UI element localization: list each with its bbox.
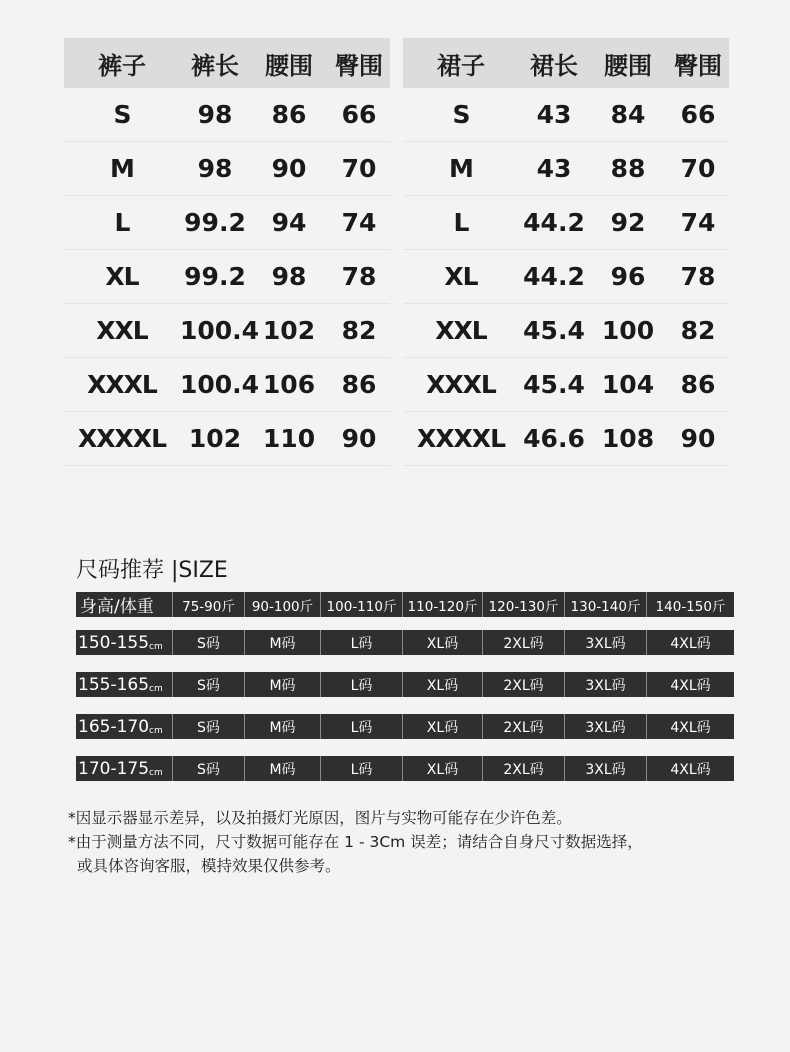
length-cell: 43 [536, 100, 572, 129]
waist-cell: 100 [601, 316, 655, 345]
size-cell: 4XL码 [646, 714, 734, 739]
size-recommendation-grid [76, 592, 734, 798]
waist-cell: 88 [610, 154, 646, 183]
table-row [64, 304, 390, 358]
note-line: 或具体咨询客服，模持效果仅供参考。 [77, 857, 341, 875]
size-cell: L [453, 208, 469, 237]
grid-header-cell: 90-100斤 [244, 592, 320, 617]
height-cell [76, 756, 172, 781]
skirt-table-header [403, 38, 729, 88]
length-cell: 44.2 [523, 208, 585, 237]
table-row [64, 250, 390, 304]
size-cell: XXXL [426, 370, 496, 399]
height-unit: cm [149, 683, 163, 694]
size-cell: 3XL码 [564, 630, 646, 655]
waist-cell: 102 [262, 316, 316, 345]
length-cell: 99.2 [184, 208, 246, 237]
hip-cell: 66 [341, 100, 377, 129]
length-cell: 98 [197, 154, 233, 183]
size-cell: 2XL码 [482, 756, 564, 781]
size-cell: XXXL [87, 370, 157, 399]
height-unit: cm [149, 767, 163, 778]
grid-header-cell: 75-90斤 [172, 592, 244, 617]
size-cell: 4XL码 [646, 756, 734, 781]
length-cell: 46.6 [523, 424, 585, 453]
length-cell: 43 [536, 154, 572, 183]
length-cell: 44.2 [523, 262, 585, 291]
hip-cell: 86 [341, 370, 377, 399]
size-cell: S码 [172, 756, 244, 781]
length-cell: 45.4 [523, 370, 585, 399]
waist-cell: 90 [271, 154, 307, 183]
skirt-size-table [403, 38, 729, 466]
waist-cell: 110 [262, 424, 316, 453]
size-cell: XL码 [402, 672, 482, 697]
size-cell: M [449, 154, 473, 183]
header-cell: 臀围 [674, 51, 722, 80]
table-row [64, 412, 390, 466]
grid-row [76, 630, 734, 655]
header-cell: 腰围 [265, 51, 313, 80]
height-range: 170-175 [78, 758, 150, 779]
hip-cell: 66 [680, 100, 716, 129]
size-cell: XXXXL [416, 424, 506, 453]
hip-cell: 90 [341, 424, 377, 453]
height-range: 165-170 [78, 716, 150, 737]
grid-row [76, 714, 734, 739]
size-recommendation-title: 尺码推荐 |SIZE [76, 558, 228, 583]
grid-header-cell: 140-150斤 [646, 592, 734, 617]
size-cell: 4XL码 [646, 672, 734, 697]
hip-cell: 82 [341, 316, 377, 345]
table-row [403, 358, 729, 412]
grid-header-cell: 110-120斤 [402, 592, 482, 617]
table-row [403, 304, 729, 358]
header-cell: 裤长 [191, 51, 239, 80]
hip-cell: 78 [680, 262, 716, 291]
size-cell: S码 [172, 714, 244, 739]
hip-cell: 90 [680, 424, 716, 453]
table-row [64, 196, 390, 250]
hip-cell: 70 [680, 154, 716, 183]
height-range: 150-155 [78, 632, 150, 653]
hip-cell: 86 [680, 370, 716, 399]
grid-header-cell: 130-140斤 [564, 592, 646, 617]
header-cell: 裙子 [437, 51, 485, 80]
table-row [403, 142, 729, 196]
hip-cell: 74 [341, 208, 377, 237]
table-row [64, 358, 390, 412]
size-cell: XXL [96, 316, 148, 345]
size-cell: L码 [320, 630, 402, 655]
size-cell: M码 [244, 756, 320, 781]
table-row [403, 196, 729, 250]
size-cell: XL [105, 262, 139, 291]
height-unit: cm [149, 725, 163, 736]
pants-size-table [64, 38, 390, 466]
table-row [64, 88, 390, 142]
disclaimer-notes [68, 806, 643, 878]
grid-header-row [76, 592, 734, 617]
length-cell: 100.4 [180, 370, 260, 399]
size-cell: XL码 [402, 756, 482, 781]
size-cell: 3XL码 [564, 672, 646, 697]
size-cell: 4XL码 [646, 630, 734, 655]
header-cell: 臀围 [335, 51, 383, 80]
note-line: *由于测量方法不同，尺寸数据可能存在 1 - 3Cm 误差；请结合自身尺寸数据选择， [68, 833, 643, 851]
table-row [403, 412, 729, 466]
waist-cell: 86 [271, 100, 307, 129]
hip-cell: 74 [680, 208, 716, 237]
height-unit: cm [149, 641, 163, 652]
grid-header-cell: 100-110斤 [320, 592, 402, 617]
size-cell: S码 [172, 630, 244, 655]
size-cell: M码 [244, 714, 320, 739]
note-line: *因显示器显示差异，以及拍摄灯光原因，图片与实物可能存在少许色差。 [68, 809, 572, 827]
length-cell: 98 [197, 100, 233, 129]
waist-cell: 98 [271, 262, 307, 291]
hip-cell: 78 [341, 262, 377, 291]
waist-cell: 104 [601, 370, 655, 399]
pants-table-header [64, 38, 390, 88]
size-cell: 2XL码 [482, 672, 564, 697]
waist-cell: 84 [610, 100, 646, 129]
table-row [64, 142, 390, 196]
size-cell: L [114, 208, 130, 237]
waist-cell: 108 [601, 424, 655, 453]
hip-cell: 82 [680, 316, 716, 345]
size-cell: L码 [320, 756, 402, 781]
height-cell [76, 714, 172, 739]
size-cell: M [110, 154, 134, 183]
size-cell: XL [444, 262, 478, 291]
height-range: 155-165 [78, 674, 150, 695]
size-cell: L码 [320, 672, 402, 697]
size-cell: XL码 [402, 714, 482, 739]
size-cell: 2XL码 [482, 714, 564, 739]
header-cell: 裙长 [530, 51, 578, 80]
grid-header-cell: 身高/体重 [80, 597, 154, 617]
size-cell: S码 [172, 672, 244, 697]
waist-cell: 106 [262, 370, 316, 399]
size-cell: XXXXL [77, 424, 167, 453]
size-cell: M码 [244, 672, 320, 697]
size-cell: XL码 [402, 630, 482, 655]
header-cell: 腰围 [604, 51, 652, 80]
height-cell [76, 672, 172, 697]
grid-row [76, 672, 734, 697]
size-cell: 2XL码 [482, 630, 564, 655]
grid-header-cell: 120-130斤 [482, 592, 564, 617]
header-cell: 裤子 [98, 51, 146, 80]
height-cell [76, 630, 172, 655]
grid-row [76, 756, 734, 781]
size-cell: S [113, 100, 131, 129]
waist-cell: 96 [610, 262, 646, 291]
size-cell: L码 [320, 714, 402, 739]
waist-cell: 92 [610, 208, 646, 237]
size-cell: 3XL码 [564, 756, 646, 781]
table-row [403, 250, 729, 304]
length-cell: 45.4 [523, 316, 585, 345]
size-cell: S [452, 100, 470, 129]
size-cell: XXL [435, 316, 487, 345]
length-cell: 99.2 [184, 262, 246, 291]
size-cell: 3XL码 [564, 714, 646, 739]
hip-cell: 70 [341, 154, 377, 183]
table-row [403, 88, 729, 142]
waist-cell: 94 [271, 208, 307, 237]
length-cell: 102 [188, 424, 242, 453]
size-cell: M码 [244, 630, 320, 655]
length-cell: 100.4 [180, 316, 260, 345]
